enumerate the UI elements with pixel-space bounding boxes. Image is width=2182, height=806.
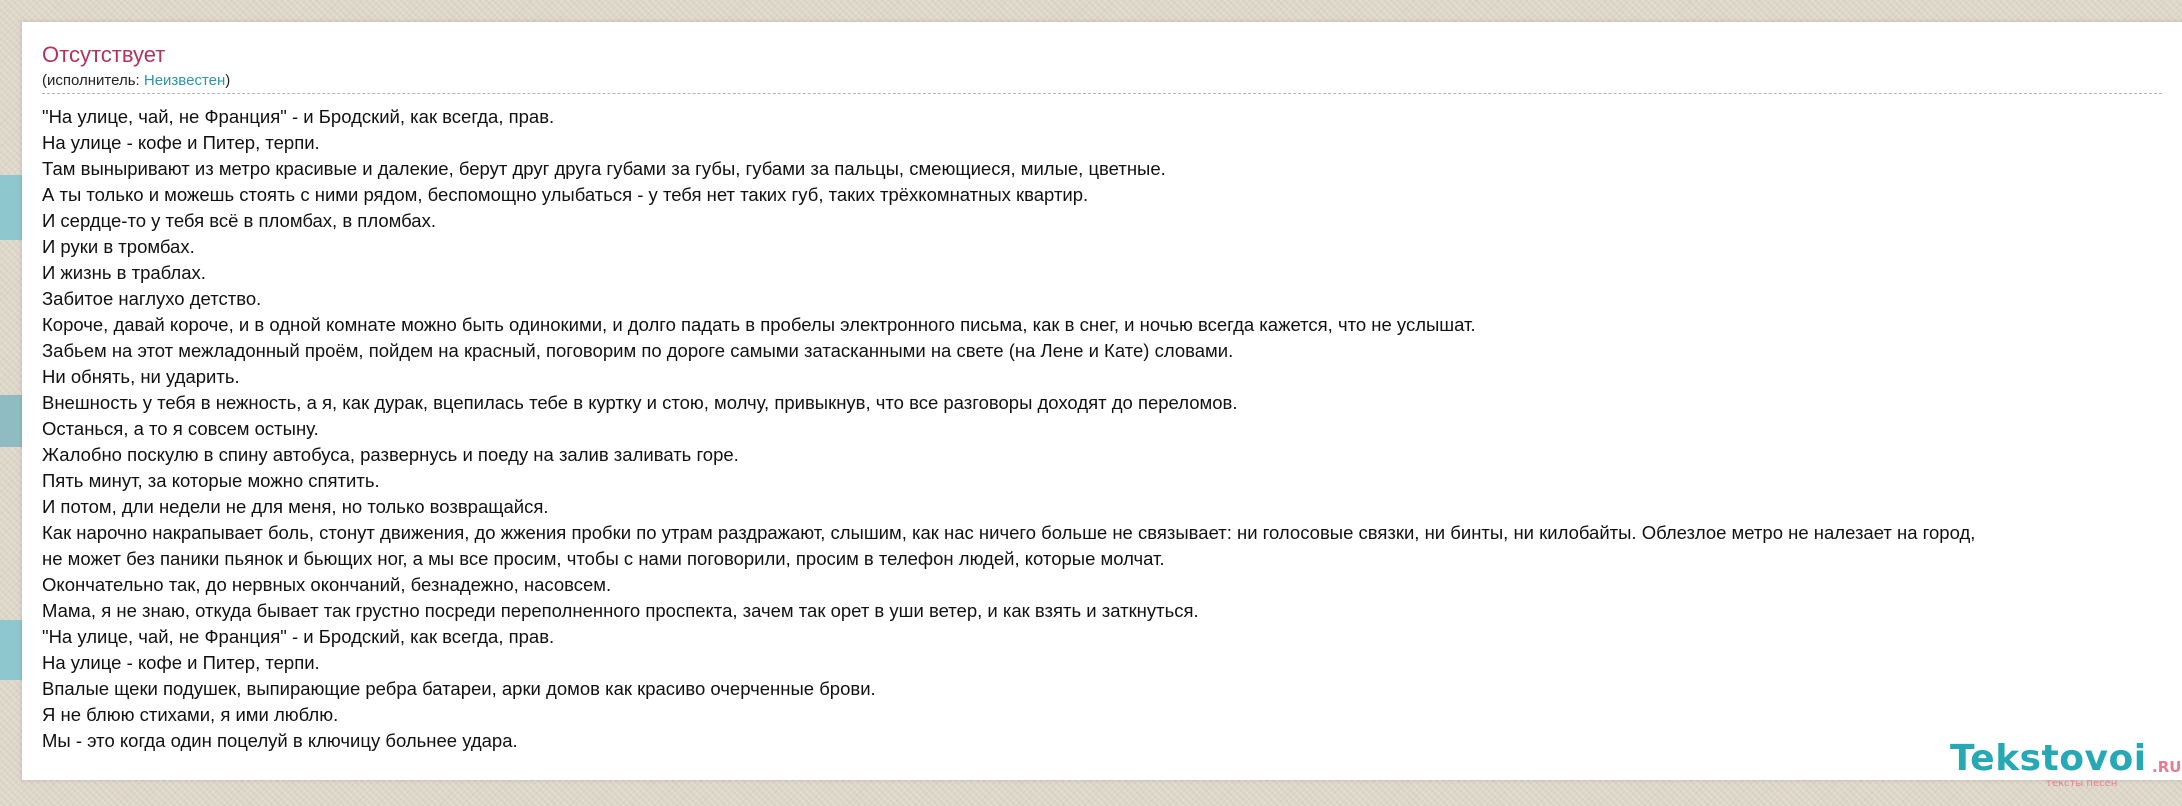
lyric-line: "На улице, чай, не Франция" - и Бродский, как всегда, прав.: [42, 106, 555, 127]
logo-tagline: тексты песен: [2046, 778, 2118, 789]
performer-link[interactable]: Неизвестен: [143, 72, 226, 89]
lyric-line: Забитое наглухо детство.: [42, 288, 262, 309]
performer-prefix: (исполнитель:: [42, 72, 144, 89]
lyric-line: И потом, дли недели не для меня, но только возвращайся.: [42, 496, 549, 517]
lyric-line: И сердце-то у тебя всё в пломбах, в пломбах.: [42, 210, 436, 231]
lyric-line: Мы - это когда один поцелуй в ключицу больнее удара.: [42, 730, 518, 751]
lyric-line: На улице - кофе и Питер, терпи.: [42, 132, 320, 153]
lyric-line: Мама, я не знаю, откуда бывает так грустно посреди переполненного проспекта, зачем так орет в уши ветер, и как взять и заткнуться.: [42, 600, 1199, 621]
lyric-line: Пять минут, за которые можно спятить.: [42, 470, 380, 491]
site-logo[interactable]: [1950, 738, 2182, 789]
lyric-line: не может без паники пьянок и бьющих ног, а мы все просим, чтобы с нами поговорили, просим в телефон людей, которые молчат.: [42, 548, 1165, 569]
lyric-line: Останься, а то я совсем остыну.: [42, 418, 319, 439]
lyric-line: Как нарочно накрапывает боль, стонут движения, до жжения пробки по утрам раздражают, слышим, как нас ничего больше не связывает: ни голосовые связки, ни бинты, ни килобайты. Облезлое метро не налезает на город,: [42, 522, 1976, 543]
lyric-line: На улице - кофе и Питер, терпи.: [42, 652, 320, 673]
logo-name: Tekstovoi: [1950, 738, 2147, 779]
lyric-line: Жалобно поскулю в спину автобуса, развернусь и поеду на залив заливать горе.: [42, 444, 739, 465]
lyrics-card: [22, 22, 2182, 780]
lyric-line: А ты только и можешь стоять с ними рядом, беспомощно улыбаться - у тебя нет таких губ, таких трёхкомнатных квартир.: [42, 184, 1089, 205]
performer-suffix: ): [225, 72, 231, 89]
lyric-line: "На улице, чай, не Франция" - и Бродский, как всегда, прав.: [42, 626, 555, 647]
performer-line: [42, 72, 230, 89]
lyric-line: Ни обнять, ни ударить.: [42, 366, 240, 387]
lyric-line: И жизнь в траблах.: [42, 262, 206, 283]
lyric-line: Впалые щеки подушек, выпирающие ребра батареи, арки домов как красиво очерченные брови.: [42, 678, 876, 699]
lyric-line: Забьем на этот межладонный проём, пойдем на красный, поговорим по дороге самыми затасканными на свете (на Лене и Кате) словами.: [42, 340, 1234, 361]
lyric-line: Внешность у тебя в нежность, а я, как дурак, вцепилась тебе в куртку и стою, молчу, привыкнув, что все разговоры доходят до переломов.: [42, 392, 1238, 413]
logo-domain: .RU: [2152, 758, 2182, 776]
lyric-line: Я не блюю стихами, я ими люблю.: [42, 704, 339, 725]
lyric-line: И руки в тромбах.: [42, 236, 195, 257]
lyrics-text: [42, 104, 2182, 754]
song-title: Отсутствует: [42, 42, 166, 67]
header-divider: [42, 93, 2162, 94]
lyric-line: Короче, давай короче, и в одной комнате можно быть одинокими, и долго падать в пробелы электронного письма, как в снег, и ночью всегда кажется, что не услышат.: [42, 314, 1476, 335]
lyric-line: Там выныривают из метро красивые и далекие, берут друг друга губами за губы, губами за пальцы, смеющиеся, милые, цветные.: [42, 158, 1166, 179]
lyric-line: Окончательно так, до нервных окончаний, безнадежно, насовсем.: [42, 574, 612, 595]
